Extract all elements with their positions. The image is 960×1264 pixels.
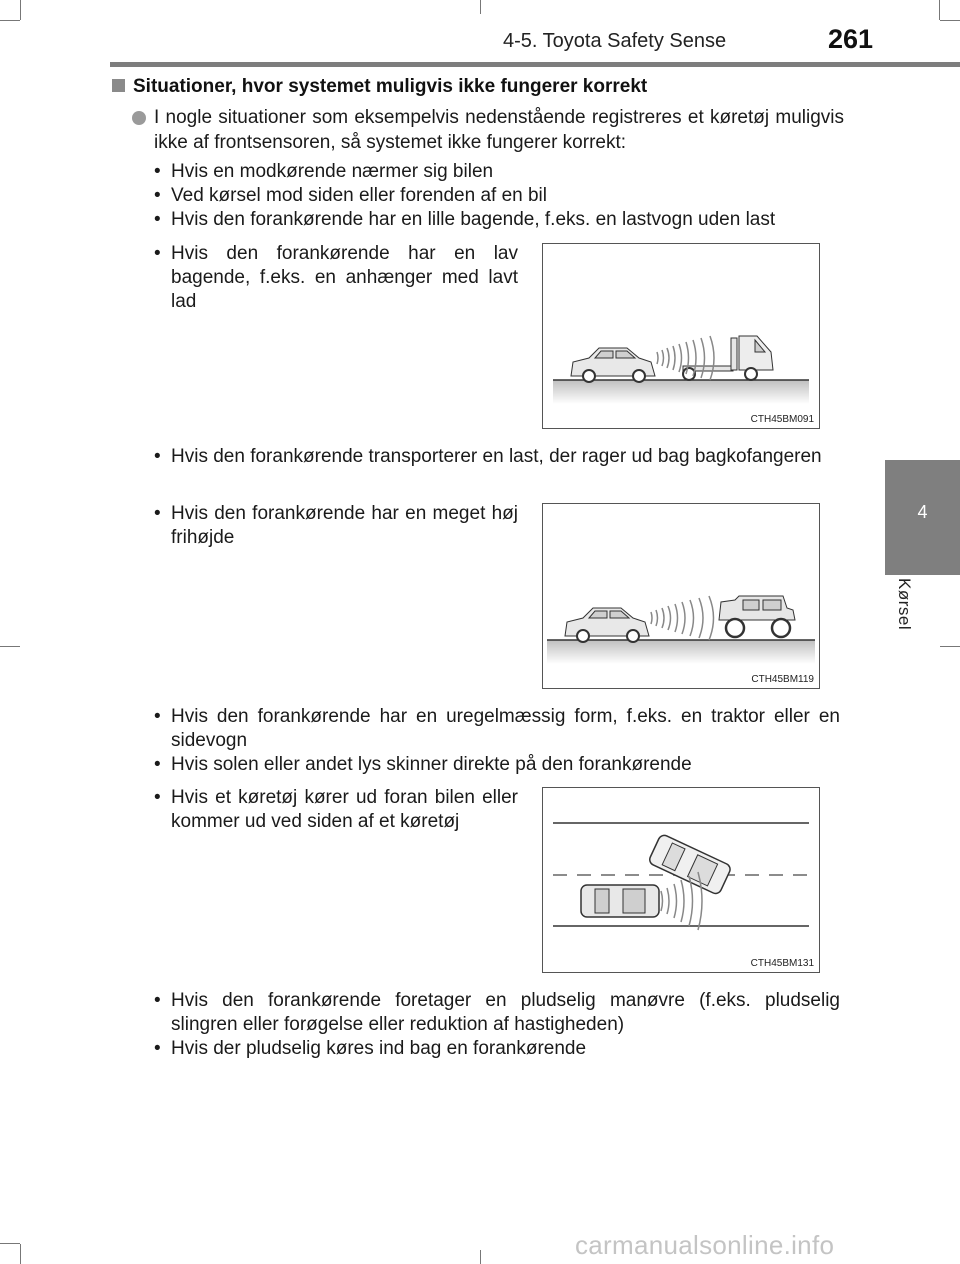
list-item: • Hvis den forankørende har en lille bagende, f.eks. en lastvogn uden last (154, 209, 776, 230)
figure-cut-in (542, 787, 820, 973)
list-item: • Hvis solen eller andet lys skinner direkte på den forankørende (154, 754, 692, 775)
list-item: • Hvis der pludselig køres ind bag en forankørende (154, 1038, 587, 1059)
list-item: • Hvis den forankørende foretager en pludselig manøvre (f.eks. pludselig slingren eller forøgelse eller reduktion af hastigheden) (154, 990, 840, 1035)
list-item: • Hvis en modkørende nærmer sig bilen (154, 161, 494, 182)
list-item: • Hvis et køretøj kører ud foran bilen eller kommer ud ved siden af et køretøj (154, 787, 518, 832)
illustration-car-trailer (543, 244, 819, 428)
crop-mark (939, 0, 940, 20)
list-item: • Ved kørsel mod siden eller forenden af en bil (154, 185, 547, 206)
crop-mark (940, 20, 960, 21)
section-heading-text: Situationer, hvor systemet muligvis ikke fungerer korrekt (133, 76, 648, 97)
circle-bullet-icon (132, 111, 146, 125)
heading-square-icon (112, 79, 125, 92)
header-section-title: 4-5. Toyota Safety Sense (503, 30, 727, 52)
crop-mark (0, 646, 20, 647)
chapter-number: 4 (917, 502, 928, 522)
figure-code: CTH45BM131 (750, 958, 814, 969)
figure-code: CTH45BM119 (751, 674, 814, 685)
chapter-tab (885, 460, 960, 575)
bullet-marker: • (154, 706, 161, 727)
bullet-marker: • (154, 503, 161, 524)
list-item: • Hvis den forankørende har en meget høj frihøjde (154, 503, 518, 548)
figure-low-trailer (542, 243, 820, 429)
list-item: • Hvis den forankørende har en lav bagende, f.eks. en anhænger med lavt lad (154, 243, 518, 312)
crop-mark (480, 1250, 481, 1264)
bullet-marker: • (154, 990, 161, 1011)
page-number: 261 (828, 24, 874, 54)
crop-mark (940, 646, 960, 647)
bullet-marker: • (154, 446, 161, 467)
bullet-marker: • (154, 243, 161, 264)
header-rule (110, 62, 960, 67)
illustration-cut-in (543, 788, 819, 972)
figure-code: CTH45BM091 (750, 414, 814, 425)
intro-paragraph (132, 105, 844, 155)
bullet-marker: • (154, 1038, 161, 1059)
section-heading (112, 76, 647, 98)
intro-text: I nogle situationer som eksempelvis nedenstående registreres et køretøj muligvis ikke af frontsensoren, så systemet ikke fungerer korrekt: (154, 107, 844, 153)
bullet-marker: • (154, 209, 161, 230)
bullet-marker: • (154, 185, 161, 206)
crop-mark (0, 1243, 20, 1244)
list-item: • Hvis den forankørende har en uregelmæssig form, f.eks. en traktor eller en sidevogn (154, 706, 840, 751)
bullet-marker: • (154, 754, 161, 775)
crop-mark (20, 0, 21, 20)
crop-mark (480, 0, 481, 14)
watermark: carmanualsonline.info (575, 1230, 835, 1260)
chapter-label: Kørsel (895, 578, 914, 631)
crop-mark (20, 1244, 21, 1264)
bullet-marker: • (154, 161, 161, 182)
list-item: • Hvis den forankørende transporterer en last, der rager ud bag bagkofangeren (154, 446, 822, 467)
crop-mark (0, 20, 20, 21)
bullet-marker: • (154, 787, 161, 808)
figure-high-clearance (542, 503, 820, 689)
illustration-car-suv (543, 504, 819, 688)
